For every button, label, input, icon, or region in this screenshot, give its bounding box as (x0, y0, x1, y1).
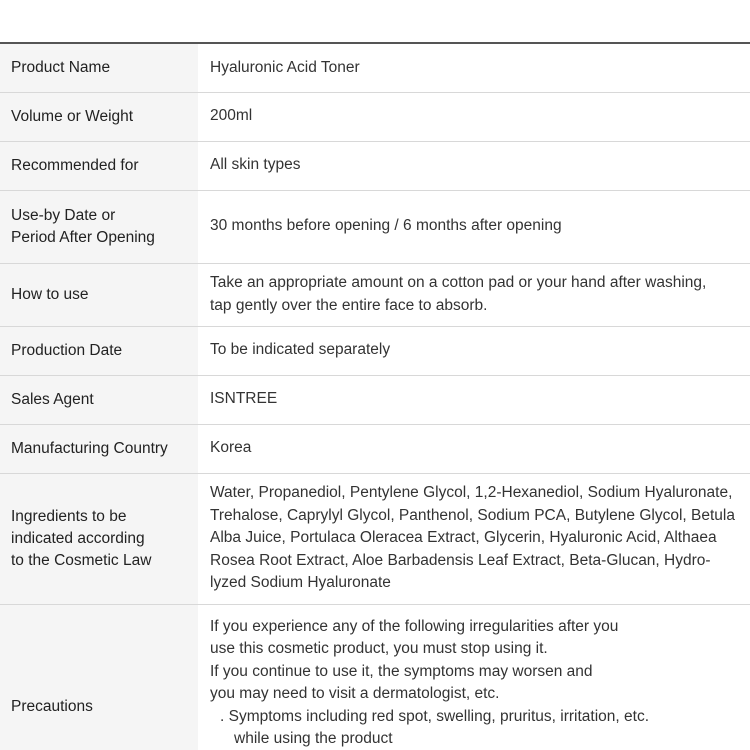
precaution-bullet-continued: while using the product (234, 730, 393, 747)
label-production-date: Production Date (0, 326, 198, 375)
table-row-product-name (0, 44, 750, 92)
label-precautions: Precautions (0, 604, 198, 750)
value-use-by: 30 months before opening / 6 months after opening (198, 190, 750, 263)
product-info-table (0, 44, 750, 750)
value-sales-agent: ISNTREE (198, 375, 750, 424)
value-production-date: To be indicated separately (198, 326, 750, 375)
value-manufacturing-country: Korea (198, 424, 750, 473)
table-row-how-to-use (0, 263, 750, 326)
value-product-name: Hyaluronic Acid Toner (198, 44, 750, 92)
label-manufacturing-country: Manufacturing Country (0, 424, 198, 473)
value-recommended: All skin types (198, 141, 750, 190)
label-product-name: Product Name (0, 44, 198, 92)
label-use-by: Use-by Date or Period After Opening (0, 190, 198, 263)
label-ingredients: Ingredients to be indicated according to the Cosmetic Law (0, 473, 198, 604)
table-row-sales-agent (0, 375, 750, 424)
table-row-manufacturing-country (0, 424, 750, 473)
table-row-use-by (0, 190, 750, 263)
top-border (0, 0, 750, 44)
label-sales-agent: Sales Agent (0, 375, 198, 424)
value-volume: 200ml (198, 92, 750, 141)
value-how-to-use: Take an appropriate amount on a cotton pad or your hand after washing, tap gently over the entire face to absorb. (198, 263, 750, 326)
precaution-bullet: . Symptoms including red spot, swelling, pruritus, irritation, etc. (220, 707, 650, 725)
label-volume: Volume or Weight (0, 92, 198, 141)
table-row-ingredients (0, 473, 750, 604)
table-row-production-date (0, 326, 750, 375)
label-how-to-use: How to use (0, 263, 198, 326)
label-recommended: Recommended for (0, 141, 198, 190)
table-row-recommended (0, 141, 750, 190)
table-row-volume (0, 92, 750, 141)
value-ingredients: Water, Propanediol, Pentylene Glycol, 1,2-Hexanediol, Sodium Hyaluronate, Trehalose, Caprylyl Glycol, Panthenol, Sodium PCA, Butylene Glycol, Betula Alba Juice, Portulaca Oleracea Extract, Glycerin, Hyaluronic Acid, Althaea Rosea Root Extract, Aloe Barbadensis Leaf Extract, Beta-Glucan, Hydro- lyzed Sodium Hyaluronate (198, 473, 750, 604)
value-precautions: If you experience any of the following irregularities after you use this cosmetic product, you must stop using it. If you continue to use it, the symptoms may worsen and you may need to visit a dermatologist, etc. . Symptoms including red spot, swelling, pruritus, irritation, etc. while using the product (198, 604, 750, 750)
table-row-precautions (0, 604, 750, 750)
